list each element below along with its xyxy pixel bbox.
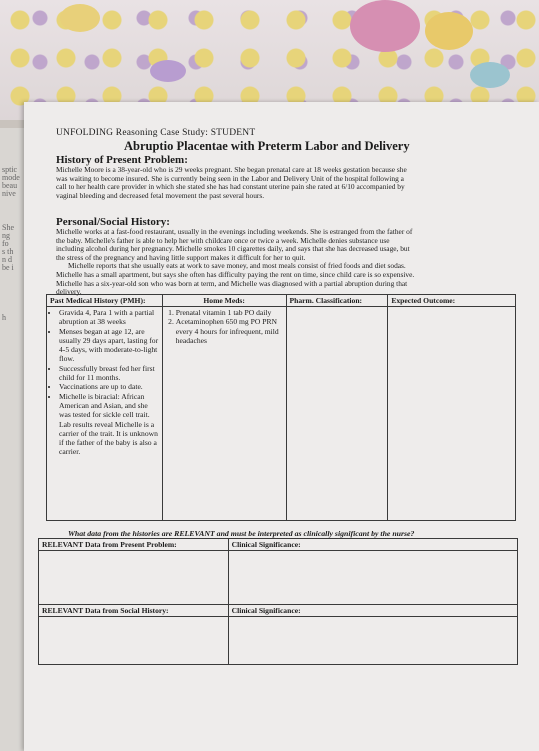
social-line: Michelle works at a fast-food restaurant, usually in the evenings including weekends. She is estranged from the father of [56,227,413,236]
blanket-pattern [60,4,100,32]
pmh-item: • Vaccinations are up to date. [59,382,159,391]
history-line: was waiting to become insured. She is currently being seen in the Labor and Delivery Unit of the hospital following a [56,173,404,183]
expected-outcome-cell[interactable] [388,307,516,521]
blanket-pattern [150,60,186,82]
expected-outcome-header: Expected Outcome: [388,295,516,307]
home-meds-cell [162,307,286,521]
social-history-answer-cell[interactable] [39,617,229,665]
social-line: Michelle reports that she usually eats at work to save money, and most meals consist of fried foods and diet sodas. [68,261,406,271]
page-title: Abruptio Placentae with Preterm Labor and Delivery [124,139,410,153]
social-line: the baby. Michelle's father is able to help her with childcare once or twice a week. Michelle denies substance use [56,235,390,245]
social-line: the stress of the pregnancy and having little support makes it difficult for her to quit. [56,252,306,262]
social-line: Michelle has a small apartment, but says she often has difficulty paying the rent on time, since child care is so expensive. [56,269,415,279]
present-problem-header: RELEVANT Data from Present Problem: [39,539,229,551]
social-line: Michelle has a six-year-old son who was born at term, and Michelle was diagnosed with a partial abruption during that [56,278,408,288]
fragment-text: fo [2,239,9,248]
fragment-text: beau [2,181,18,190]
relevance-question: What data from the histories are RELEVANT and must be interpreted as clinically significant by the nurse? [68,529,415,538]
pmh-item: • Successfully breast fed her first child for 11 months. [59,364,159,383]
blanket-pattern [425,12,473,50]
blanket-pattern [470,62,510,88]
fragment-text: n d [2,255,12,264]
blanket-pattern [350,0,420,52]
social-line: including alcohol during her pregnancy. Michelle smokes 10 cigarettes daily, and says that she has decreased usage, but [56,244,410,254]
present-problem-answer-cell[interactable] [39,551,229,605]
fragment-text: ng [2,231,10,240]
pmh-item: • Michelle is biracial: African American and Asian, and she was tested for sickle cell trait. Lab results reveal Michelle is a carrier of the trait. It is unknown if the father of the baby is also a carrier. [59,392,159,457]
fragment-text: sptic [2,165,18,174]
present-significance-answer-cell[interactable] [228,551,517,605]
pmh-item: • Gravida 4, Para 1 with a partial abruption at 38 weeks [59,308,159,327]
social-significance-answer-cell[interactable] [228,617,517,665]
med-item: 1. Prenatal vitamin 1 tab PO daily [176,308,283,317]
clinical-significance-header: Clinical Significance: [228,539,517,551]
history-line: Michelle Moore is a 38-year-old who is 29 weeks pregnant. She began prenatal care at 18 weeks gestation because she [56,165,407,174]
fragment-text: s th [2,247,14,256]
fragment-text: be i [2,263,14,272]
history-line: call to her health care provider in which she stated she has had constant uterine pain she rated at 6/10 accompanied by [56,182,405,192]
clinical-significance-header-2: Clinical Significance: [228,605,517,617]
history-paragraph [56,166,516,200]
fragment-text: She [2,223,14,232]
social-history-header: RELEVANT Data from Social History: [39,605,229,617]
fragment-text: h [2,313,6,322]
pmh-item: • Menses began at age 12, are usually 29 days apart, lasting for 4-5 days, with moderate-to-light flow. [59,327,159,364]
pharm-classification-header: Pharm. Classification: [286,295,388,307]
home-meds-header: Home Meds: [162,295,286,307]
fragment-text: mode [2,173,20,182]
pmh-cell [47,307,163,521]
relevant-data-table [38,538,518,665]
pharm-classification-cell[interactable] [286,307,388,521]
history-heading: History of Present Problem: [56,154,188,166]
history-line: vaginal bleeding and decreased fetal movement the past several hours. [56,190,265,200]
social-paragraph [56,228,516,297]
medical-history-table [46,294,516,521]
pmh-header: Past Medical History (PMH): [47,295,163,307]
fragment-text: nive [2,189,16,198]
case-study-label: UNFOLDING Reasoning Case Study: STUDENT [56,128,256,138]
social-line: delivery. [56,287,82,297]
worksheet-page [24,102,539,751]
med-item: 2. Acetaminophen 650 mg PO PRN every 4 hours for infrequent, mild headaches [176,317,283,345]
social-heading: Personal/Social History: [56,216,170,228]
